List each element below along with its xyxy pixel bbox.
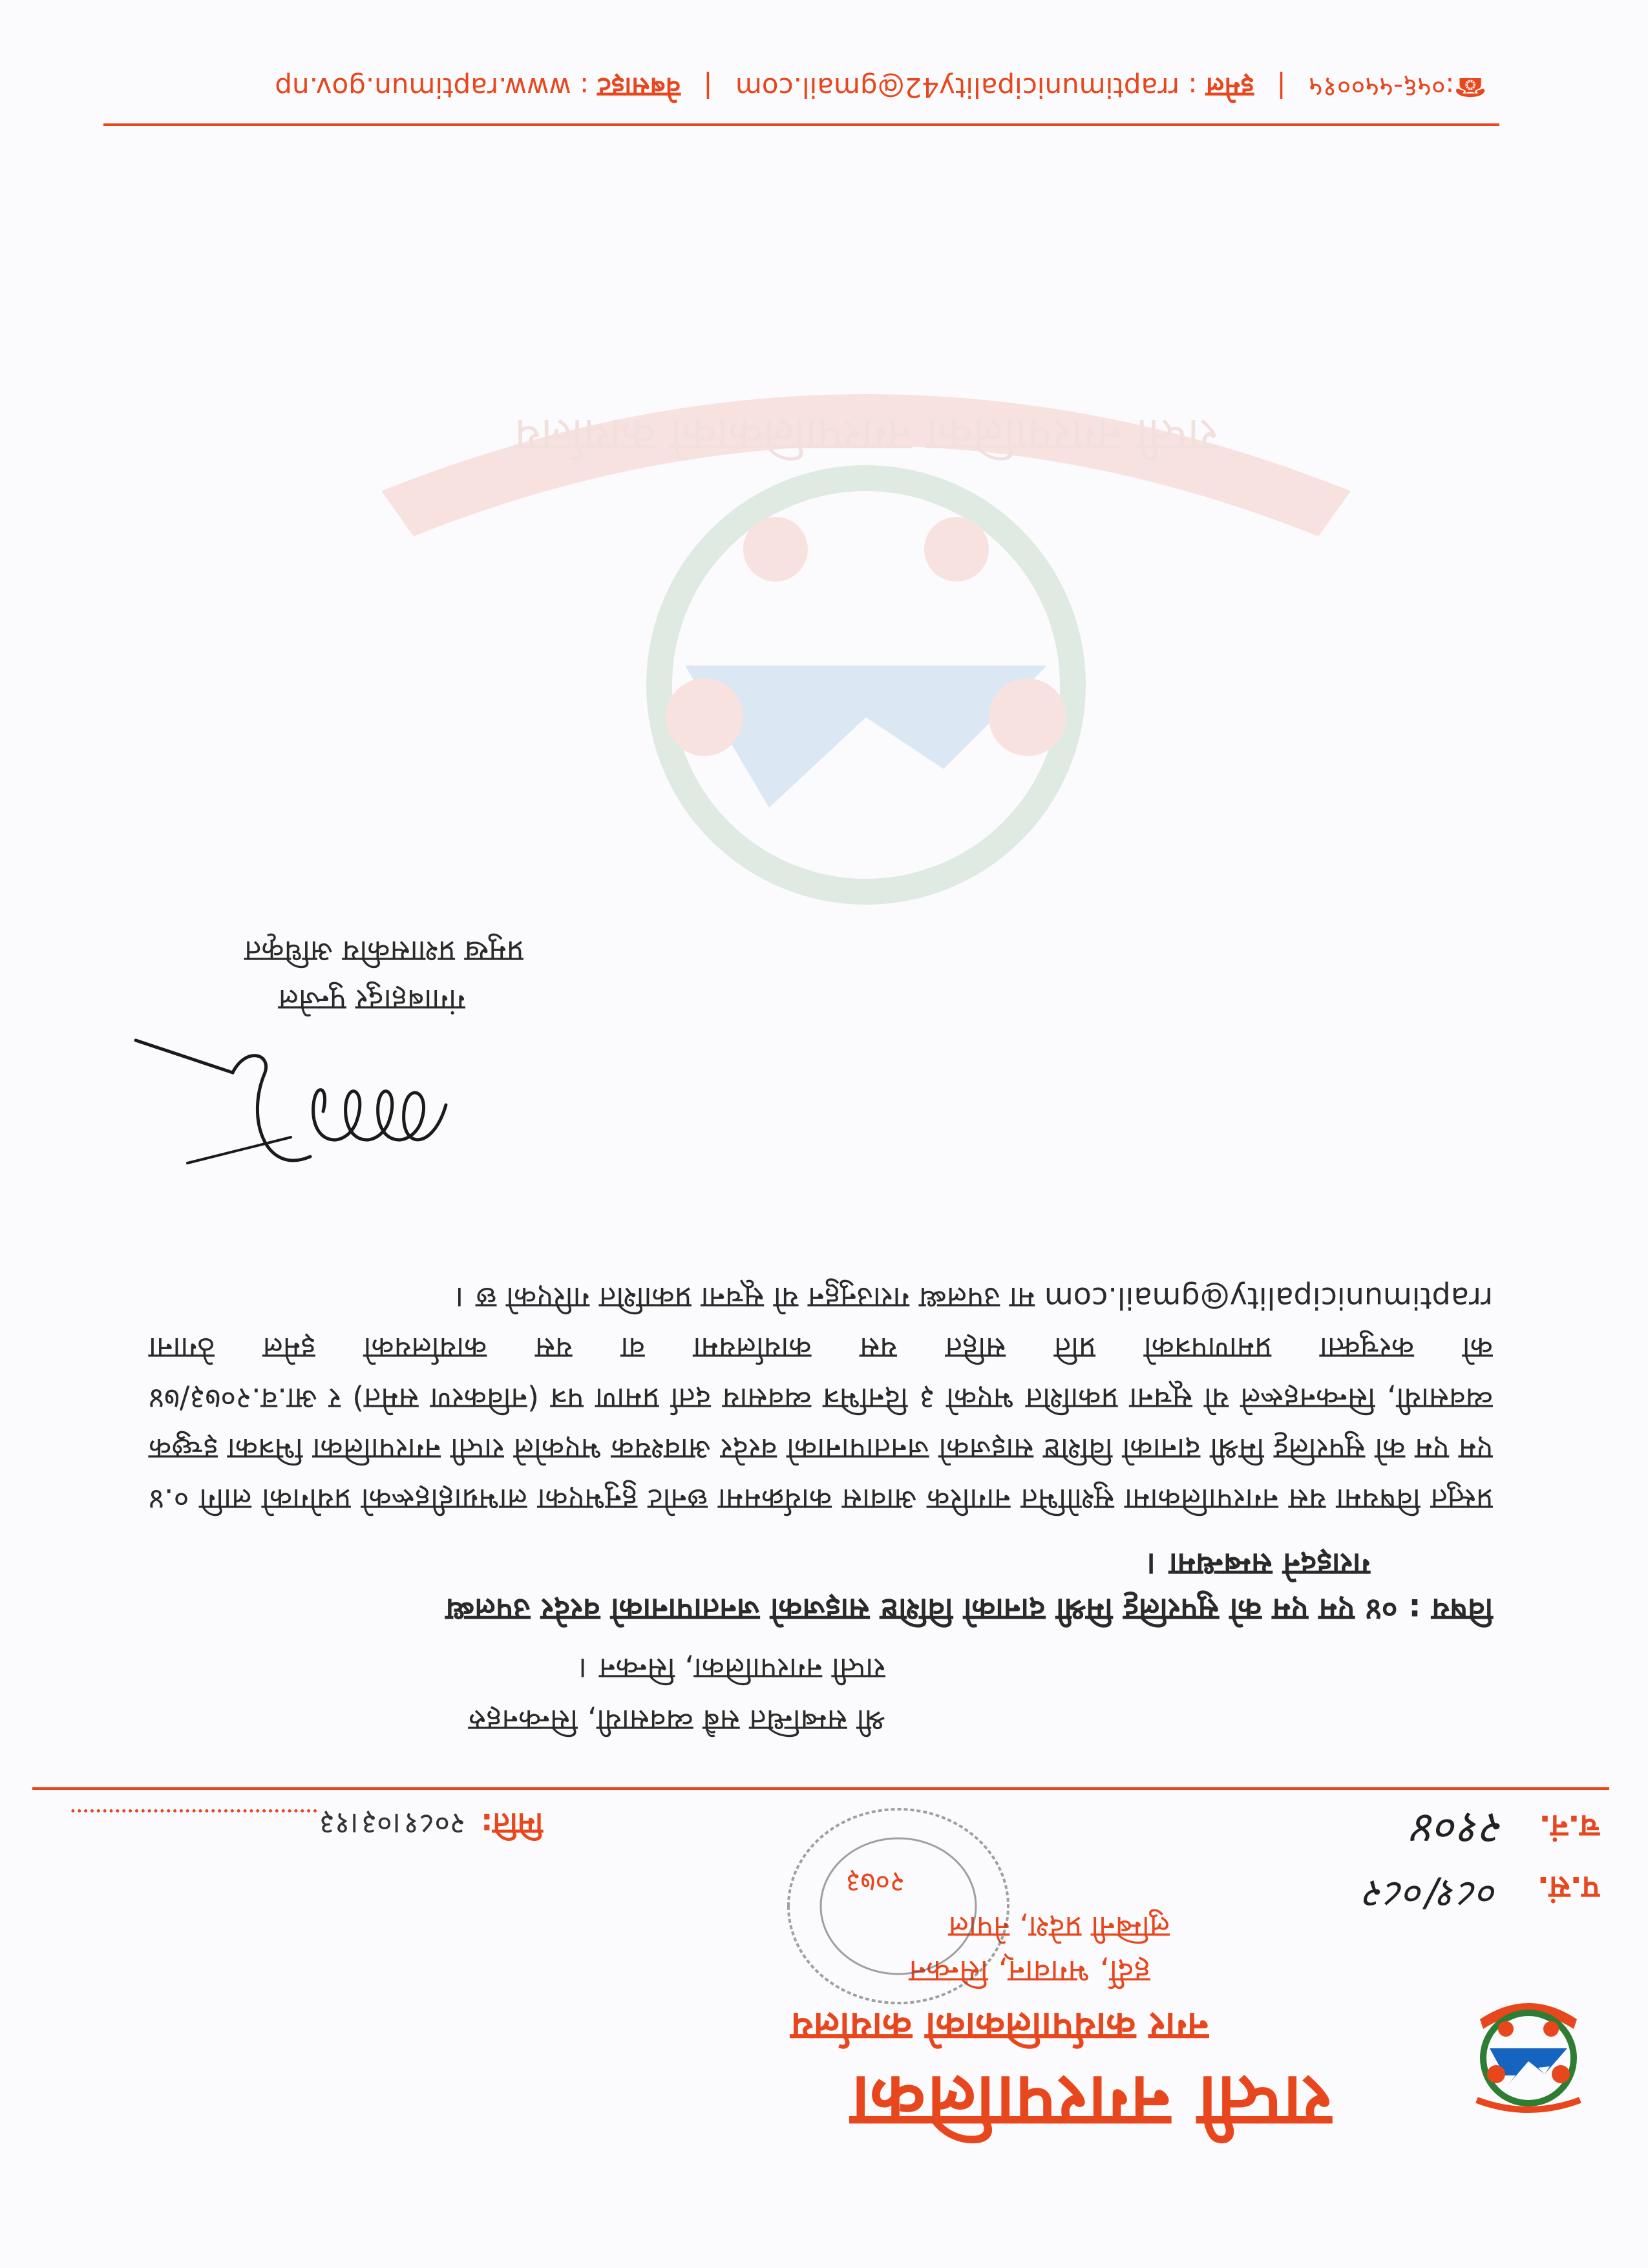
- body-paragraph: प्रस्तुत विषयमा यस नगरपालिकामा सुशोभित नागरिक आवास कार्यक्रममा छनोट हुनुभएका लाभग्राहीहरूको प्रयोगको लागि ०.४ एम एम को सुपरलिट्ट मिश्री दानाको विशिष्ट साइजको जनतापानाको वरदेर आवश्यक भएकोले राप्ती नगरपालिका भित्रका इच्छुक व्यवसायी, सिन्कनहरूले यो सूचना प्रकाशित भएको ३ दिनभित्र व्यवसाय दर्ता प्रमाण पत्र (नविकरण समेत) र आ.व.२०७३/७४ को करचुक्ता प्रमाणपत्रको प्रति सहित यस कार्यालयमा वा यस कार्यालयको इमेल ठेगाना rraptimunicipality@gmail.com मा उपलब्ध गराउनुहुन यो सूचना प्रकाशित गरिएको छ ।: [149, 1281, 1493, 1517]
- signature-mark: [123, 1027, 459, 1202]
- subject-line: गराइदने सम्बन्धमा ।: [1146, 1546, 1370, 1582]
- addressee-line: श्री सम्बन्धित सबै व्यवसायी, सिन्कनहरु: [468, 1703, 885, 1738]
- date-value: २०८१।०३।१३: [319, 1807, 465, 1842]
- date-dotted-line: [71, 1809, 317, 1812]
- patra-sankhya-value: ०८१/०८२: [1365, 1871, 1499, 1916]
- header-divider: [32, 1787, 1609, 1790]
- chalani-number-value: २१०४: [1414, 1803, 1506, 1854]
- office-name: राप्ती नगरपालिका: [850, 2060, 1331, 2144]
- watermark-ribbon-text: राप्ती नगरपालिका नगरपालिकाको कार्यालय: [514, 409, 1218, 462]
- addressee-line: राप्ती नगरपालिका, सिन्कन ।: [578, 1652, 885, 1686]
- chalani-number-label: च.नं.: [1539, 1808, 1600, 1844]
- date-label: मिति:: [481, 1807, 543, 1842]
- footer-phone: ०५६-५५००१५: [1308, 72, 1446, 103]
- subject-line: विषय : ०४ एम एम को सुपरलिट्ट मिश्री दानाको विशिष्ट साइजको जनतापानाको वरदेर उपलब्ध: [445, 1591, 1493, 1628]
- municipality-emblem: [1461, 1984, 1596, 2119]
- footer-separator: |: [1276, 72, 1286, 103]
- footer-email[interactable]: rraptimunicipality42@gmail.com: [735, 72, 1180, 103]
- patra-sankhya-label: प.सं.: [1537, 1869, 1600, 1906]
- watermark-emblem: [284, 330, 1448, 911]
- office-year: २०७३: [845, 1865, 905, 1898]
- phone-icon: ☎:: [1445, 72, 1486, 101]
- office-seal-stamp: [782, 1803, 1015, 2010]
- footer-website[interactable]: www.raptimun.gov.np: [275, 72, 571, 103]
- office-subtitle: नगर कार्यपालिकाको कार्यालय: [790, 2004, 1209, 2049]
- footer-divider: [103, 123, 1499, 126]
- signatory-name: गंगाबहादुर पुन्जेल: [278, 983, 465, 1018]
- footer-website-label: वेबसाइट: [597, 72, 681, 103]
- footer-email-label: इमेल: [1205, 72, 1254, 103]
- signatory-title: प्रमुख प्रशासकीय अधिकृत: [244, 934, 523, 969]
- office-region: लुम्बिनी प्रदेश, नेपाल: [948, 1910, 1170, 1945]
- office-address: हर्दी, भगवान्, सिन्कन: [909, 1953, 1150, 1990]
- footer-contact: ☎:०५६-५५००१५ | इमेल : rraptimunicipality42@gmail.com | वेबसाइट : www.raptimun.gov.np: [275, 72, 1486, 103]
- footer-separator: |: [703, 72, 713, 103]
